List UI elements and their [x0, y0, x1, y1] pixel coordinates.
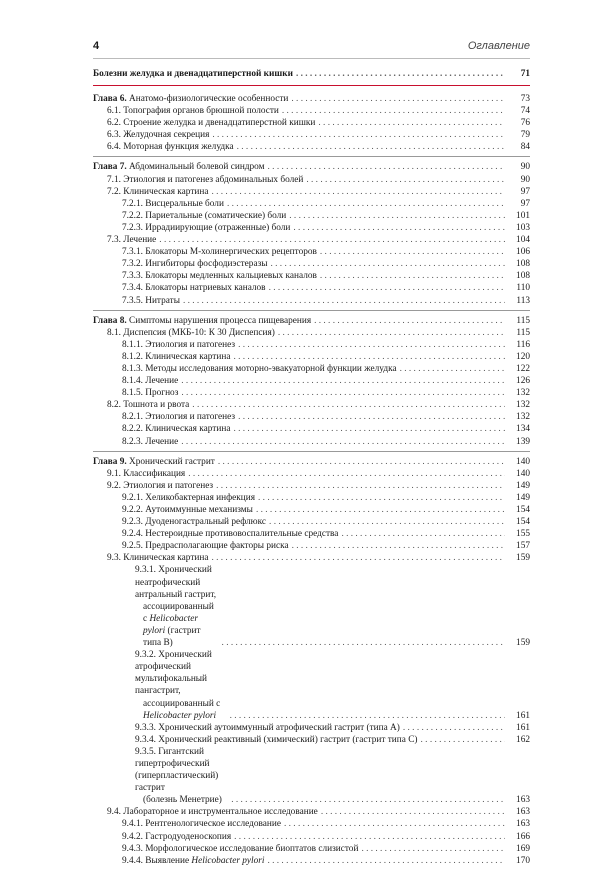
dot-leader [403, 722, 505, 734]
entry-title: 8.2.3. Лечение [122, 436, 179, 447]
chapter-title: Хронический гастрит [129, 456, 215, 467]
page-ref: 132 [516, 400, 530, 411]
dot-leader [233, 423, 505, 435]
toc-entry[interactable] [93, 818, 530, 830]
page-ref: 132 [516, 412, 530, 423]
section-red-rule [93, 85, 530, 86]
chapter-6-block [93, 93, 530, 157]
page-ref: 115 [516, 327, 530, 338]
dot-leader [233, 351, 505, 363]
page-ref: 163 [516, 795, 530, 806]
page-ref: 108 [516, 259, 530, 270]
entry-title-line2 [135, 698, 227, 722]
dot-leader [269, 282, 505, 294]
dot-leader [238, 411, 505, 423]
entry-title: 9.2.1. Хеликобактерная инфекция [122, 492, 256, 503]
dot-leader [181, 387, 505, 399]
toc-entry[interactable] [93, 649, 530, 722]
entry-title: 9.2.5. Предрасполагающие факторы риска [122, 541, 289, 552]
entry-title: 6.1. Топография органов брюшной полости [107, 106, 279, 117]
page-ref: 166 [516, 831, 530, 842]
text-fragment: ассоциированный с [143, 601, 214, 624]
chapter-label: Глава 8. [93, 315, 127, 326]
chapter-7-heading[interactable] [93, 161, 530, 173]
chapter-8-heading[interactable] [93, 315, 530, 327]
toc-entry[interactable] [93, 468, 530, 480]
entry-title: 7.2.2. Париетальные (соматические) боли [122, 210, 287, 221]
entry-title: 8.1.1. Этиология и патогенез [122, 339, 236, 350]
entry-title-line1: 9.3.1. Хронический неатрофический антральный гастрит, [135, 565, 217, 600]
dot-leader [421, 734, 505, 746]
page-ref: 154 [516, 517, 530, 528]
dot-leader [278, 327, 505, 339]
page-ref: 116 [516, 339, 530, 350]
page-ref: 161 [516, 710, 530, 721]
page-ref: 139 [516, 436, 530, 447]
dot-leader [296, 68, 505, 80]
dot-leader [320, 270, 505, 282]
page-ref: 170 [516, 855, 530, 866]
page-ref: 132 [516, 388, 530, 399]
chapter-label: Глава 7. [93, 162, 127, 173]
page-ref: 84 [520, 142, 530, 153]
entry-title-line2: (болезнь Менетрие) [143, 795, 222, 806]
header-divider [93, 58, 530, 59]
page-ref: 126 [516, 376, 530, 387]
page-ref: 149 [516, 492, 530, 503]
dot-leader [234, 831, 505, 843]
dot-leader [231, 794, 505, 806]
section-heading [93, 68, 530, 80]
toc-entry[interactable] [93, 141, 530, 153]
dot-leader [318, 117, 505, 129]
toc-entry[interactable] [93, 806, 530, 818]
dot-leader [341, 528, 505, 540]
dot-leader [238, 339, 505, 351]
dot-leader [183, 295, 505, 307]
species-name: Helicobacter pylori [143, 613, 198, 636]
toc-entry[interactable] [93, 222, 530, 234]
dot-leader [181, 436, 505, 448]
page-ref: 90 [520, 174, 530, 185]
page-ref: 79 [520, 130, 530, 141]
toc-entry[interactable] [93, 339, 530, 351]
dot-leader [181, 375, 505, 387]
dot-leader [211, 552, 505, 564]
entry-title-line1: 9.3.2. Хронический атрофический мультифокальный пангастрит, [135, 650, 212, 697]
chapter-title: Абдоминальный болевой синдром [129, 162, 265, 173]
chapter-9-heading[interactable] [93, 456, 530, 468]
toc-entry[interactable] [93, 295, 530, 307]
text-fragment: (гастрит типа В) [143, 625, 201, 649]
toc-entry[interactable] [93, 423, 530, 435]
dot-leader [271, 258, 506, 270]
toc-entry[interactable] [93, 375, 530, 387]
page-ref: 90 [520, 162, 530, 173]
chapter-title: Анатомо-физиологические особенности [129, 94, 289, 104]
entry-title: 6.2. Строение желудка и двенадцатиперстной кишки [107, 118, 316, 129]
toc-entry[interactable] [93, 234, 530, 246]
page-ref: 106 [516, 247, 530, 258]
toc-entry[interactable] [93, 746, 530, 806]
entry-title: 7.2.3. Иррадиирующие (отраженные) боли [122, 222, 291, 233]
toc-entry[interactable] [93, 210, 530, 222]
toc-entry[interactable] [93, 855, 530, 867]
toc-entry[interactable] [93, 198, 530, 210]
page-ref: 76 [520, 118, 530, 129]
page-ref: 140 [516, 456, 530, 467]
entry-title-line2 [135, 601, 219, 649]
page-ref: 161 [516, 722, 530, 733]
toc-entry[interactable] [93, 722, 530, 734]
entry-title: 8.1.5. Прогноз [122, 388, 179, 399]
toc-entry[interactable] [93, 516, 530, 528]
dot-leader [218, 456, 505, 468]
entry-title: 6.3. Желудочная секреция [107, 130, 210, 141]
page-ref: 122 [516, 363, 530, 374]
dot-leader [293, 222, 505, 234]
toc-entry[interactable] [93, 480, 530, 492]
dot-leader [268, 161, 505, 173]
entry-title: 9.4. Лабораторное и инструментальное исследование [107, 807, 318, 818]
dot-leader [159, 234, 505, 246]
species-name: Helicobacter pylori [191, 855, 265, 866]
dot-leader [292, 540, 505, 552]
entry-title: 7.3.2. Ингибиторы фосфодиэстеразы [122, 259, 268, 270]
dot-leader [188, 468, 505, 480]
page-ref: 134 [516, 424, 530, 435]
toc-entry[interactable] [93, 282, 530, 294]
dot-leader [258, 492, 505, 504]
page-ref: 115 [516, 315, 530, 326]
entry-title: 9.1. Классификация [107, 468, 186, 479]
entry-title: 8.2. Тошнота и рвота [107, 400, 190, 411]
dot-leader [267, 855, 505, 867]
chapter-7-block [93, 161, 530, 310]
page-ref: 162 [516, 734, 530, 745]
page-ref: 110 [516, 283, 530, 294]
chapter-9-block [93, 456, 530, 870]
toc-entry[interactable] [93, 174, 530, 186]
dot-leader [400, 363, 505, 375]
section-page: 71 [520, 69, 530, 79]
toc-entry[interactable] [93, 117, 530, 129]
dot-leader [216, 480, 505, 492]
running-title: Оглавление [467, 40, 530, 52]
dot-leader [222, 637, 505, 649]
entry-title: 9.2.4. Нестероидные противовоспалительные средства [122, 529, 339, 540]
toc-entry[interactable] [93, 831, 530, 843]
entry-title: 7.3.4. Блокаторы натриевых каналов [122, 283, 266, 294]
toc-entry[interactable] [93, 363, 530, 375]
dot-leader [306, 174, 505, 186]
page-ref: 149 [516, 480, 530, 491]
toc-entry[interactable] [93, 540, 530, 552]
page-ref: 159 [516, 638, 530, 649]
toc-entry[interactable] [93, 270, 530, 282]
entry-title: 9.2. Этиология и патогенез [107, 480, 214, 491]
toc-entry[interactable] [93, 186, 530, 198]
dot-leader [192, 399, 505, 411]
section-title: Болезни желудка и двенадцатиперстной кишки [93, 69, 293, 79]
text-fragment: 9.4.4. Выявление [122, 855, 192, 866]
entry-title: 7.3.3. Блокаторы медленных кальциевых каналов [122, 271, 317, 282]
toc-entry[interactable] [93, 564, 530, 649]
entry-title: 9.2.2. Аутоиммунные механизмы [122, 505, 253, 515]
toc-entry[interactable] [93, 105, 530, 117]
page-ref: 104 [516, 235, 530, 246]
toc-entry[interactable] [93, 399, 530, 411]
chapter-8-block [93, 315, 530, 452]
toc-entry[interactable] [93, 387, 530, 399]
entry-title: 8.1.2. Клиническая картина [122, 351, 231, 362]
entry-title: 9.4.1. Рентгенологическое исследование [122, 819, 281, 830]
entry-title: 9.3.4. Хронический реактивный (химический) гастрит (гастрит типа С) [135, 734, 418, 745]
page-ref: 73 [520, 94, 530, 104]
entry-title: 9.3.3. Хронический аутоиммунный атрофический гастрит (типа А) [135, 722, 400, 733]
chapter-6-heading[interactable] [93, 93, 530, 105]
toc-entry[interactable] [93, 327, 530, 339]
dot-leader [237, 141, 505, 153]
toc-entry[interactable] [93, 843, 530, 855]
page-ref: 157 [516, 541, 530, 552]
entry-title: 7.3.1. Блокаторы М-холинергических рецепторов [122, 247, 317, 258]
entry-title-line1: 9.3.5. Гигантский гипертрофический (гиперпластический) гастрит [135, 746, 219, 794]
toc-entry[interactable] [93, 351, 530, 363]
entry-title: 7.3.5. Нитраты [122, 295, 180, 306]
page-ref: 163 [516, 819, 530, 830]
toc-entry[interactable] [93, 734, 530, 746]
entry-title: 8.1.3. Методы исследования моторно-эвакуаторной функции желудка [122, 363, 397, 374]
page-ref: 163 [516, 807, 530, 818]
dot-leader [361, 843, 505, 855]
toc-entry[interactable] [93, 504, 530, 516]
page-ref: 140 [516, 468, 530, 479]
chapter-label: Глава 9. [93, 456, 127, 467]
table-of-contents [93, 93, 530, 874]
dot-leader [314, 315, 505, 327]
dot-leader [282, 105, 505, 117]
toc-entry[interactable] [93, 129, 530, 141]
page-ref: 155 [516, 529, 530, 540]
entry-title: 7.2.1. Висцеральные боли [122, 198, 224, 209]
dot-leader [212, 129, 505, 141]
page-ref: 97 [520, 186, 530, 197]
dot-leader [289, 210, 505, 222]
species-name: Helicobacter pylori [143, 710, 217, 721]
page-ref: 103 [516, 222, 530, 233]
page-ref: 101 [516, 210, 530, 221]
dot-leader [321, 806, 505, 818]
page-ref: 97 [520, 198, 530, 209]
dot-leader [284, 818, 505, 830]
entry-title: 6.4. Моторная функция желудка [107, 142, 234, 153]
page-ref: 120 [516, 351, 530, 362]
chapter-label: Глава 6. [93, 94, 127, 104]
page-ref: 113 [516, 295, 530, 306]
dot-leader [320, 246, 505, 258]
toc-entry[interactable] [93, 436, 530, 448]
page-ref: 159 [516, 553, 530, 564]
entry-title: 9.2.3. Дуоденогастральный рефлюкс [122, 517, 267, 528]
entry-title: 9.4.2. Гастродуоденоскопия [122, 831, 232, 842]
entry-title: 8.1.4. Лечение [122, 376, 179, 387]
page-ref: 108 [516, 271, 530, 282]
entry-title: 9.3. Клиническая картина [107, 553, 209, 564]
text-fragment: ассоциированный с [143, 698, 221, 709]
dot-leader [230, 710, 505, 722]
page-ref: 74 [520, 106, 530, 117]
toc-entry[interactable] [93, 528, 530, 540]
dot-leader [269, 516, 505, 528]
entry-title: 7.2. Клиническая картина [107, 186, 209, 197]
page-header [93, 40, 530, 54]
dot-leader [227, 198, 505, 210]
entry-title: 8.2.1. Этиология и патогенез [122, 412, 236, 423]
entry-title: 9.4.3. Морфологическое исследование биоптатов слизистой [122, 843, 359, 854]
entry-title: 8.1. Диспепсия (МКБ-10: К 30 Диспепсия) [107, 327, 275, 338]
entry-title: 8.2.2. Клиническая картина [122, 424, 231, 435]
toc-entry[interactable] [93, 492, 530, 504]
page-ref: 154 [516, 505, 530, 515]
dot-leader [256, 504, 505, 516]
page-number: 4 [93, 40, 100, 52]
dot-leader [291, 93, 505, 105]
entry-title: 7.3. Лечение [107, 235, 157, 246]
dot-leader [211, 186, 505, 198]
toc-entry[interactable] [93, 246, 530, 258]
toc-entry[interactable] [93, 552, 530, 564]
page-ref: 169 [516, 843, 530, 854]
toc-entry[interactable] [93, 258, 530, 270]
toc-entry[interactable] [93, 411, 530, 423]
entry-title: 7.1. Этиология и патогенез абдоминальных болей [107, 174, 304, 185]
chapter-title: Симптомы нарушения процесса пищеварения [129, 315, 312, 326]
